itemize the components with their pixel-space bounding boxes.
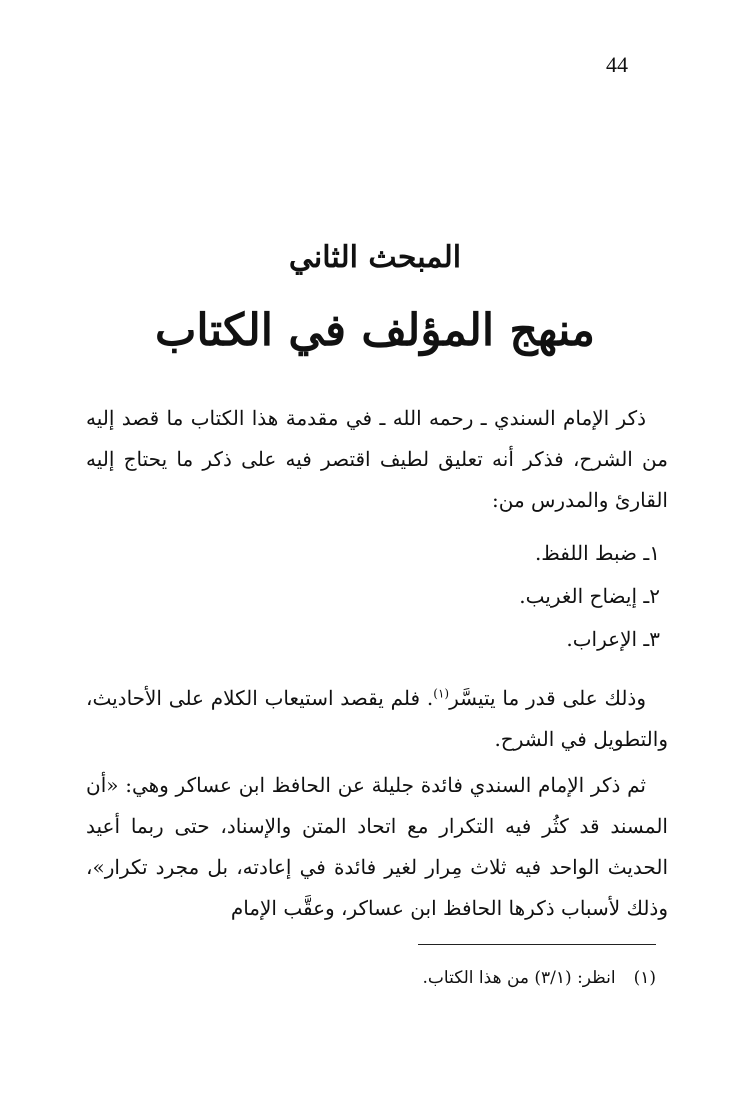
section-title: منهج المؤلف في الكتاب [155, 305, 595, 356]
footnote [96, 968, 656, 988]
footnote-divider [418, 944, 656, 945]
list-item: ٣ـ الإعراب. [566, 627, 660, 651]
footnote-mark: (١) [633, 968, 656, 988]
section-subtitle: المبحث الثاني [288, 240, 462, 275]
intro-paragraph [86, 398, 668, 521]
page-number: 44 [606, 52, 628, 77]
benefit-text: ثم ذكر الإمام السندي فائدة جليلة عن الحافظ ابن عساكر وهي: «أن المسند قد كثُر فيه التكرار مع اتحاد المتن والإسناد، حتى ربما أعيد الحديث الواحد فيه ثلاث مِرار لغير فائدة في إعادته، بل مجرد تكرار»، وذلك لأسباب ذكرها الحافظ ابن عساكر، وعقَّب الإمام [86, 773, 668, 920]
scope-text-end: . فلم يقصد استيعاب الكلام على الأحاديث، والتطويل في الشرح. [86, 686, 668, 751]
scope-paragraph [86, 678, 668, 760]
scope-text-start: وذلك على قدر ما يتيسَّر [449, 686, 646, 710]
intro-text: ذكر الإمام السندي ـ رحمه الله ـ في مقدمة هذا الكتاب ما قصد إليه من الشرح، فذكر أنه تعليق لطيف اقتصر فيه على ذكر ما يحتاج إليه القارئ والمدرس من: [86, 406, 668, 512]
list-item: ٢ـ إيضاح الغريب. [519, 584, 660, 608]
list-item: ١ـ ضبط اللفظ. [534, 541, 660, 565]
footnote-reference: (١) [433, 686, 450, 701]
footnote-text: انظر: (٣/١) من هذا الكتاب. [422, 968, 616, 988]
benefit-paragraph [86, 765, 668, 929]
